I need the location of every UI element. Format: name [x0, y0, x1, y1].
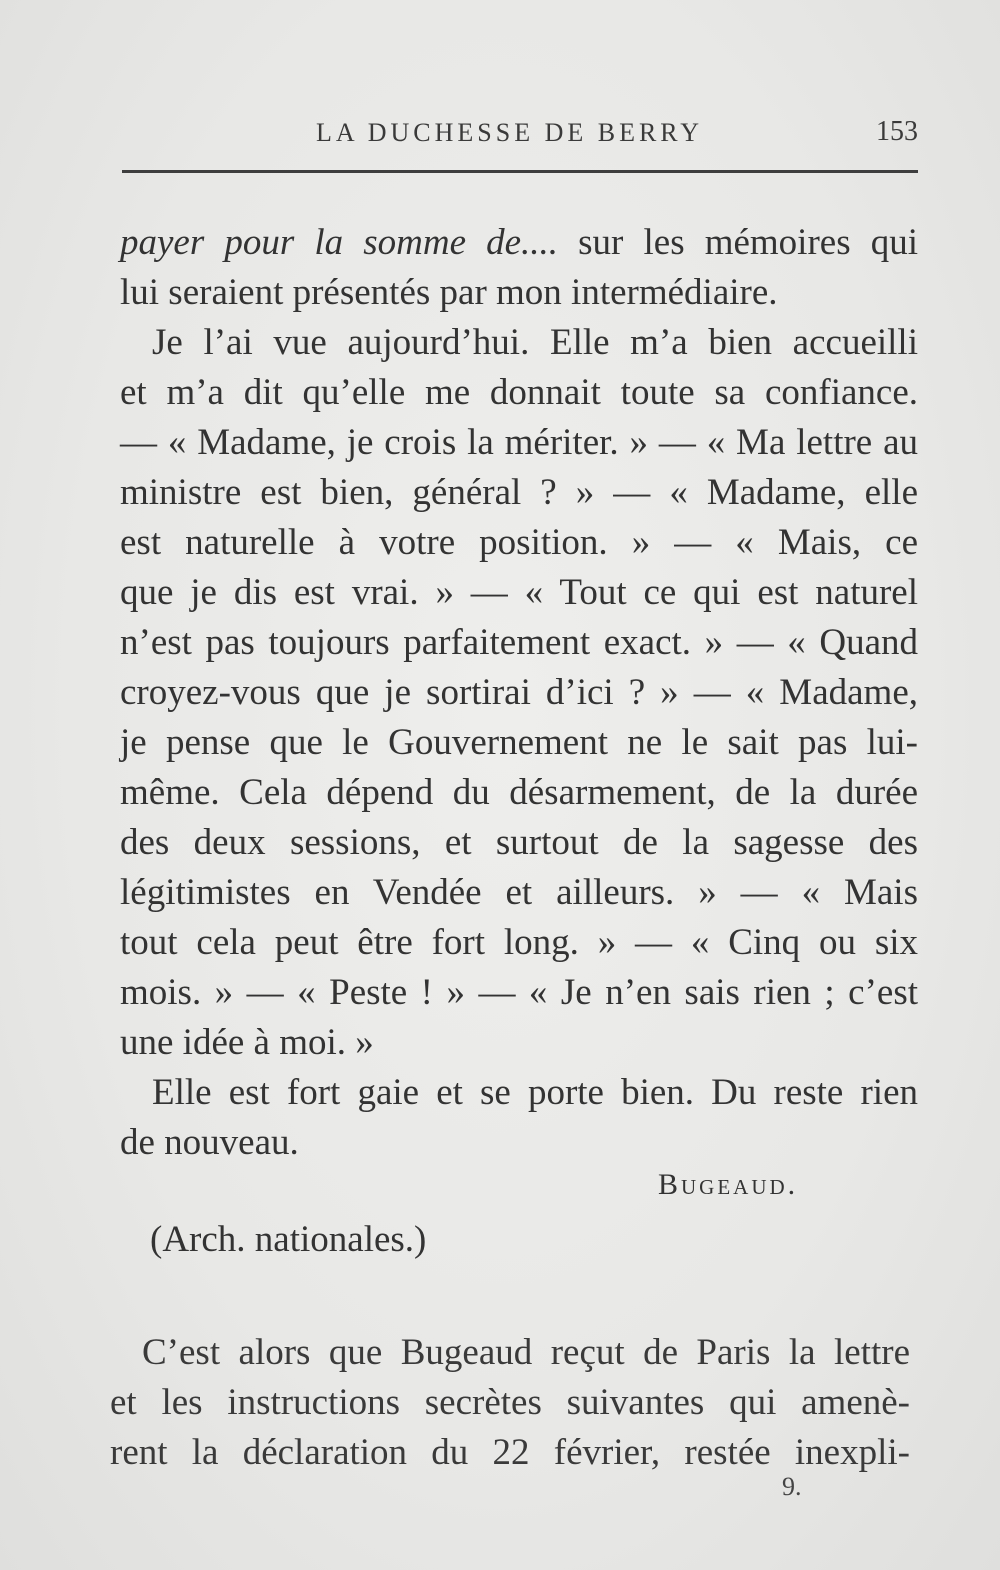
italic-quote: payer pour la somme de.... [120, 222, 559, 263]
text-line: C’est alors que Bugeaud reçut de Paris la lettre [142, 1332, 910, 1373]
signature-mark: 9. [782, 1472, 802, 1501]
text-line: des deux sessions, et surtout de la sagesse des [120, 822, 918, 863]
main-text-block [120, 218, 918, 1168]
text-line: et les instructions secrètes suivantes qui amenè- [110, 1382, 910, 1423]
text-line: n’est pas toujours parfaitement exact. » — « Quand [120, 622, 918, 663]
text-line: et m’a dit qu’elle me donnait toute sa confiance. [120, 372, 918, 413]
text-line: Elle est fort gaie et se porte bien. Du reste rien [152, 1072, 918, 1113]
text-line: est naturelle à votre position. » — « Mais, ce [120, 522, 918, 563]
text-fragment: sur les mémoires qui [558, 222, 918, 263]
second-text-block [110, 1328, 910, 1478]
source-citation: (Arch. nationales.) [150, 1219, 427, 1260]
text-line: une idée à moi. » [120, 1022, 374, 1063]
page-number: 153 [876, 116, 918, 147]
running-head-title: LA DUCHESSE DE BERRY [316, 118, 703, 147]
text-line: que je dis est vrai. » — « Tout ce qui est naturel [120, 572, 918, 613]
text-line [120, 218, 918, 268]
text-line: — « Madame, je crois la mériter. » — « Ma lettre au [120, 422, 918, 463]
text-line: Je l’ai vue aujourd’hui. Elle m’a bien accueilli [152, 322, 918, 363]
text-line: je pense que le Gouvernement ne le sait pas lui- [120, 722, 918, 763]
text-line: légitimistes en Vendée et ailleurs. » — « Mais [120, 872, 918, 913]
text-line: de nouveau. [120, 1122, 299, 1163]
text-line: ministre est bien, général ? » — « Madame, elle [120, 472, 918, 513]
text-line: lui seraient présentés par mon intermédiaire. [120, 272, 778, 313]
header-rule [122, 170, 918, 173]
text-line: rent la déclaration du 22 février, restée inexpli- [110, 1432, 910, 1473]
text-line: mois. » — « Peste ! » — « Je n’en sais rien ; c’est [120, 972, 918, 1013]
signature: Bugeaud. [658, 1168, 799, 1201]
text-line: tout cela peut être fort long. » — « Cinq ou six [120, 922, 918, 963]
text-line: même. Cela dépend du désarmement, de la durée [120, 772, 918, 813]
text-line: croyez-vous que je sortirai d’ici ? » — « Madame, [120, 672, 918, 713]
